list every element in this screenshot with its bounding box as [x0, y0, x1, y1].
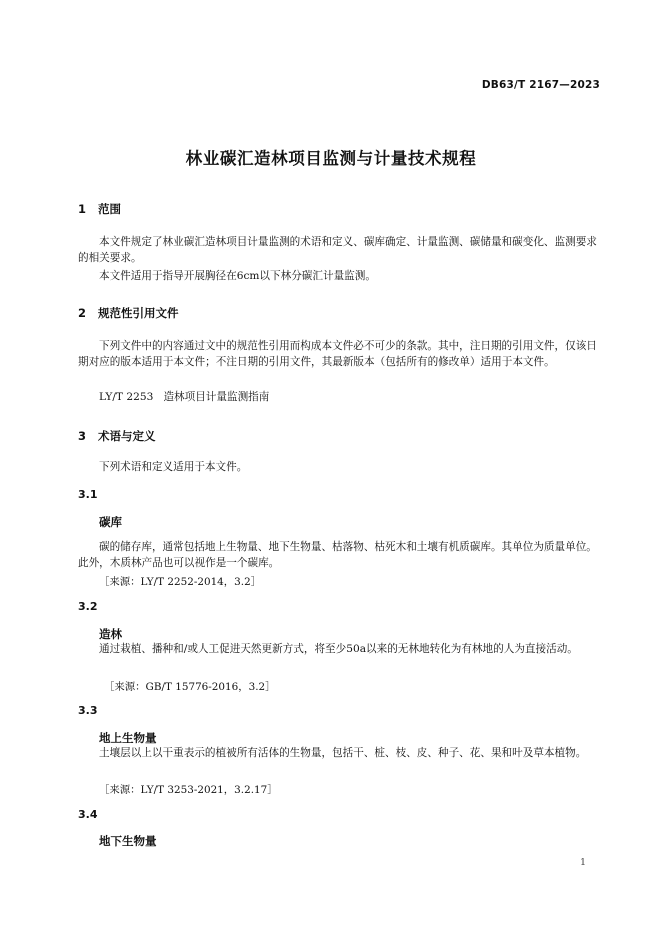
section-number: 1	[78, 202, 87, 216]
section-number: 2	[78, 306, 87, 320]
paragraph: 下列术语和定义适用于本文件。	[99, 461, 248, 473]
term-source: ［来源：LY/T 3253-2021，3.2.17］	[99, 784, 278, 796]
section-title: 规范性引用文件	[98, 306, 179, 320]
section-heading	[78, 305, 179, 321]
term-name: 地上生物量	[99, 731, 157, 745]
term-source: ［来源：LY/T 2252-2014，3.2］	[99, 576, 262, 588]
term-definition: 碳的储存库，通常包括地上生物量、地下生物量、枯落物、枯死木和土壤有机质碳库。其单位为质量单位。此外，木质林产品也可以视作是一个碳库。	[78, 541, 597, 569]
reference-entry	[99, 389, 269, 405]
standard-code: DB63/T 2167—2023	[481, 79, 600, 91]
document-title: 林业碳汇造林项目监测与计量技术规程	[185, 149, 477, 168]
reference-title: 造林项目计量监测指南	[163, 391, 270, 403]
section-heading	[78, 201, 121, 217]
section-heading	[78, 428, 156, 444]
section-number: 3	[78, 429, 87, 443]
term-definition: 通过栽植、播种和/或人工促进天然更新方式，将至少50a以来的无林地转化为有林地的人为直接活动。	[99, 643, 578, 655]
paragraph: 本文件规定了林业碳汇造林项目计量监测的术语和定义、碳库确定、计量监测、碳储量和碳变化、监测要求的相关要求。	[78, 236, 597, 264]
term-name: 碳库	[99, 515, 122, 529]
reference-code: LY/T 2253	[99, 391, 154, 403]
section-title: 范围	[98, 202, 121, 216]
term-name: 造林	[99, 627, 122, 641]
term-name: 地下生物量	[99, 834, 157, 848]
paragraph: 本文件适用于指导开展胸径在6cm以下林分碳汇计量监测。	[99, 270, 376, 282]
page-number: 1	[579, 857, 586, 868]
term-source: ［来源：GB/T 15776-2016，3.2］	[104, 681, 276, 693]
term-number: 3.2	[78, 600, 98, 613]
term-number: 3.1	[78, 488, 98, 501]
term-number: 3.4	[78, 808, 98, 821]
term-definition: 土壤层以上以干重表示的植被所有活体的生物量，包括干、桩、枝、皮、种子、花、果和叶及草本植物。	[99, 747, 587, 759]
paragraph: 下列文件中的内容通过文中的规范性引用而构成本文件必不可少的条款。其中，注日期的引用文件，仅该日期对应的版本适用于本文件；不注日期的引用文件，其最新版本（包括所有的修改单）适用于本文件。	[78, 340, 597, 368]
section-title: 术语与定义	[98, 429, 156, 443]
term-number: 3.3	[78, 704, 98, 717]
